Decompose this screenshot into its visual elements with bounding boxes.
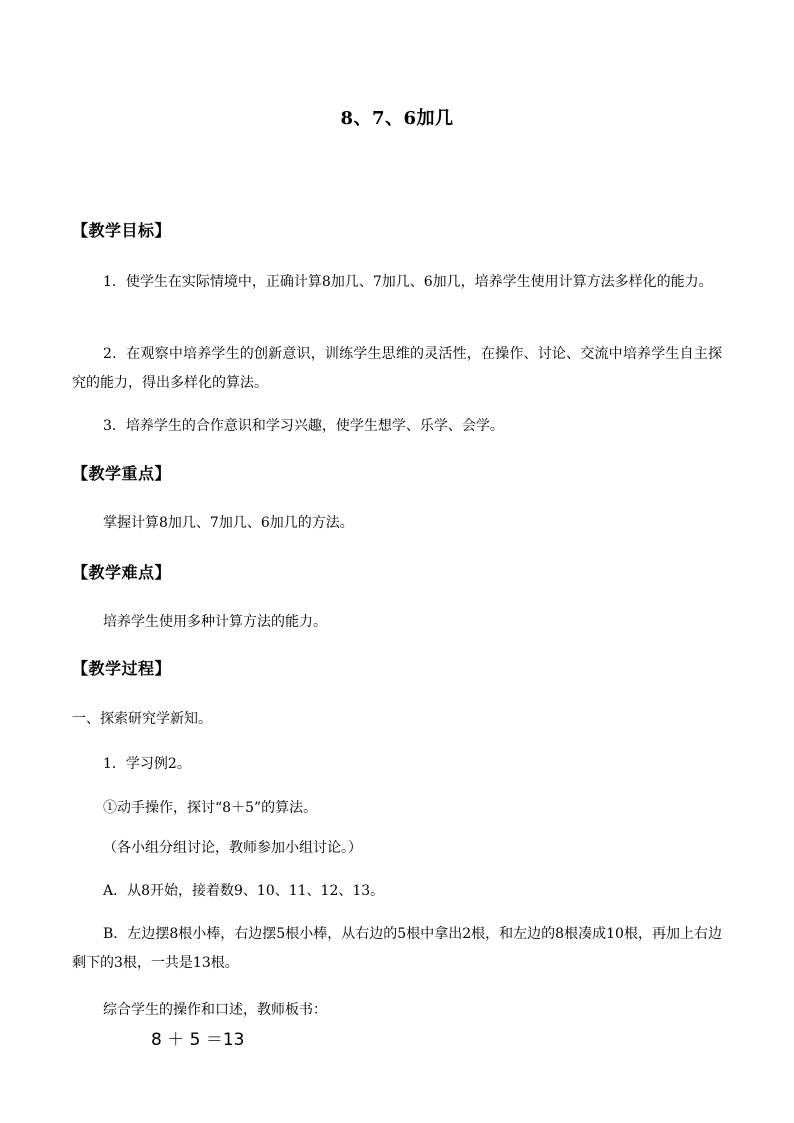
goal-item-1: 1．使学生在实际情境中，正确计算8加几、7加几、6加几，培养学生使用计算方法多样化的能力。 [103,274,713,290]
goal-item-3: 3．培养学生的合作意识和学习兴趣，使学生想学、乐学、会学。 [103,418,504,434]
process-method-b: B．左边摆8根小棒，右边摆5根小棒，从右边的5根中拿出2根，和左边的8根凑成10根，再加上右边剩下的3根，一共是13根。 [72,926,722,971]
process-note: （各小组分组讨论，教师参加小组讨论。） [103,840,362,856]
heading-difficulties: 【教学难点】 [72,563,172,582]
key-points-text: 掌握计算8加几、7加几、6加几的方法。 [103,515,354,531]
document-title: 8、7、6加几 [340,108,454,129]
process-part-one: 一、探索研究学新知。 [72,711,212,727]
heading-teaching-goals: 【教学目标】 [72,221,172,240]
difficulties-text: 培养学生使用多种计算方法的能力。 [103,614,327,630]
goal-item-2: 2．在观察中培养学生的创新意识，训练学生思维的灵活性，在操作、讨论、交流中培养学生自主探究的能力，得出多样化的算法。 [72,346,722,391]
heading-teaching-process: 【教学过程】 [72,659,172,678]
process-method-a: A．从8开始，接着数9、10、11、12、13。 [103,883,385,899]
board-equation: 8 ＋ 5 ＝13 [151,1030,245,1050]
process-summary: 综合学生的操作和口述，教师板书： [103,1002,327,1018]
process-step-one: 1．学习例2。 [103,756,191,772]
process-activity: ①动手操作，探讨“8＋5”的算法。 [103,800,318,816]
heading-key-points: 【教学重点】 [72,464,172,483]
